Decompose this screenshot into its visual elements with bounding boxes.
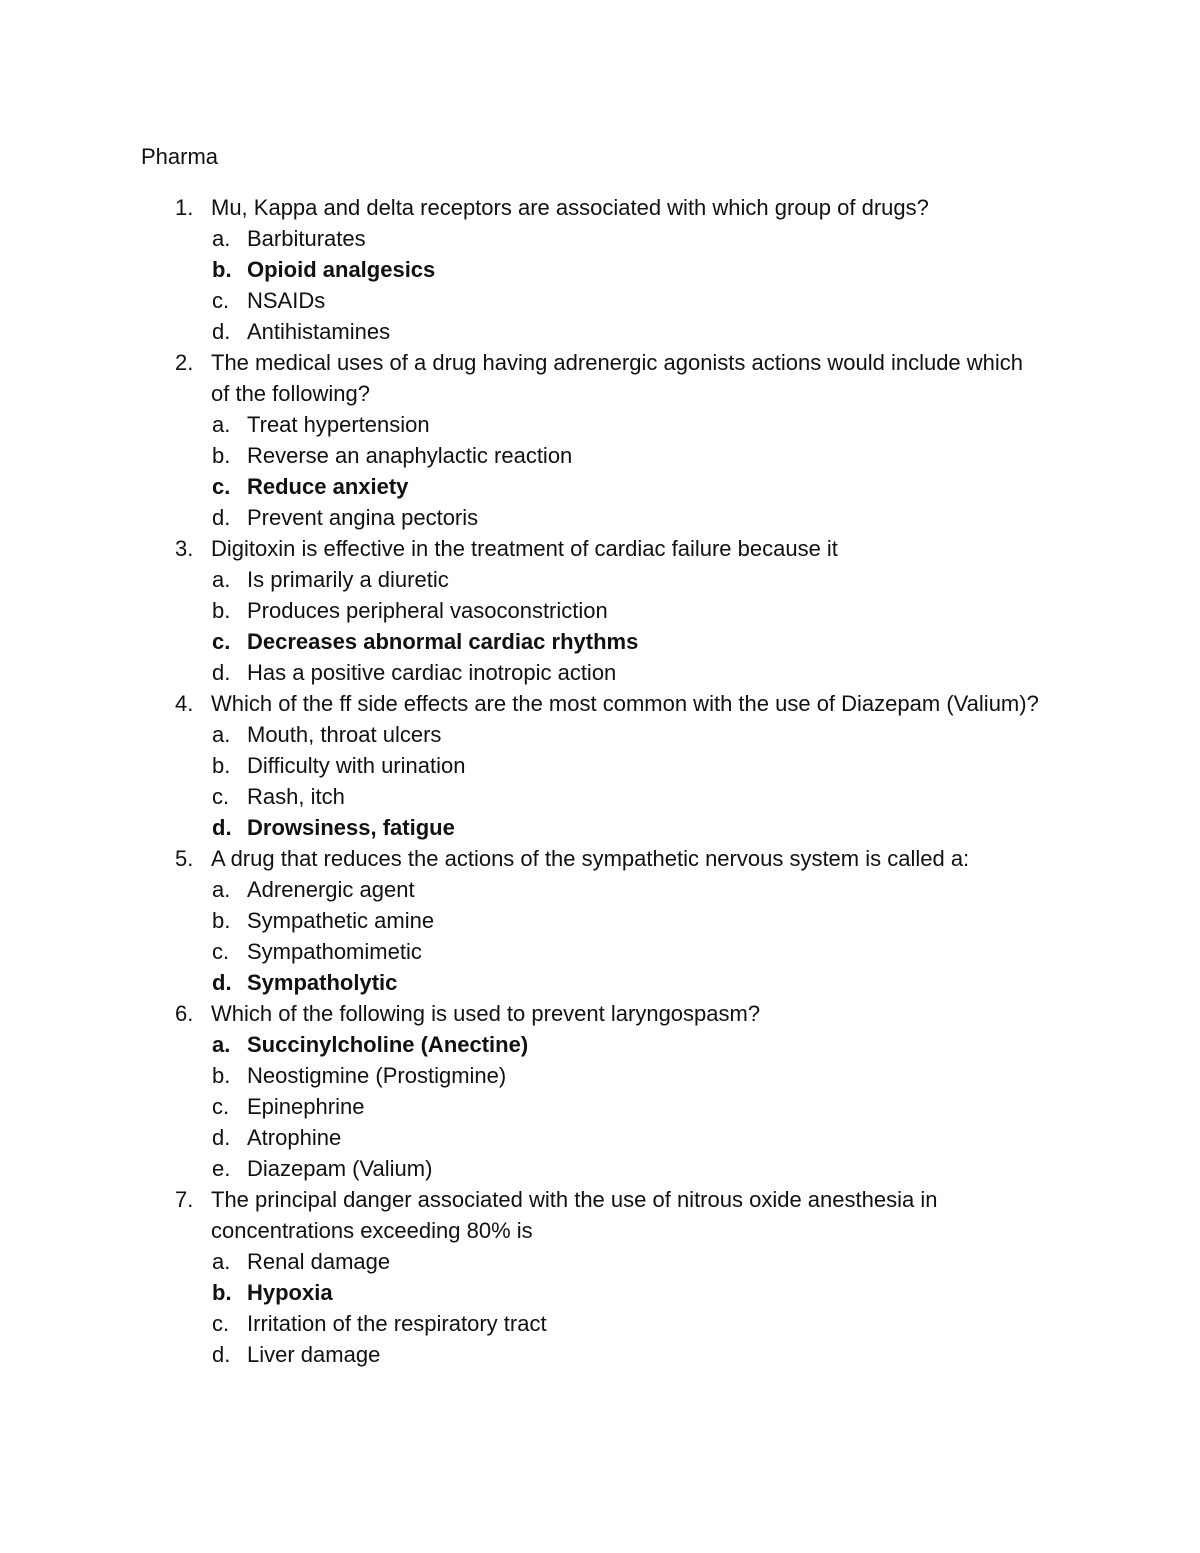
option-text: Neostigmine (Prostigmine) bbox=[247, 1063, 507, 1088]
option-text: NSAIDs bbox=[247, 288, 326, 313]
answer-option bbox=[0, 440, 1200, 471]
option-text: Reverse an anaphylactic reaction bbox=[247, 443, 573, 468]
question-number: 6. bbox=[175, 1001, 194, 1026]
option-letter: d. bbox=[212, 815, 232, 840]
option-text: Opioid analgesics bbox=[247, 257, 436, 282]
option-letter: b. bbox=[212, 443, 231, 468]
question-list bbox=[0, 192, 1200, 1370]
question-4 bbox=[0, 688, 1200, 843]
answer-option bbox=[0, 564, 1200, 595]
question-stem bbox=[0, 688, 1200, 719]
answer-options bbox=[0, 1246, 1200, 1370]
question-text: The principal danger associated with the use of nitrous oxide anesthesia in concentrations exceeding 80% is bbox=[211, 1187, 938, 1243]
option-text: Liver damage bbox=[247, 1342, 381, 1367]
option-letter: a. bbox=[212, 877, 231, 902]
question-number: 4. bbox=[175, 691, 194, 716]
option-text: Prevent angina pectoris bbox=[247, 505, 479, 530]
option-letter: e. bbox=[212, 1156, 231, 1181]
option-letter: a. bbox=[212, 722, 231, 747]
option-letter: c. bbox=[212, 784, 230, 809]
option-letter: d. bbox=[212, 505, 231, 530]
option-text: Rash, itch bbox=[247, 784, 345, 809]
option-text: Decreases abnormal cardiac rhythms bbox=[247, 629, 639, 654]
option-letter: c. bbox=[212, 288, 230, 313]
option-text: Hypoxia bbox=[247, 1280, 333, 1305]
answer-option bbox=[0, 595, 1200, 626]
option-letter: a. bbox=[212, 1249, 231, 1274]
option-letter: b. bbox=[212, 257, 232, 282]
option-letter: c. bbox=[212, 629, 231, 654]
question-text: Which of the following is used to prevent laryngospasm? bbox=[211, 1001, 761, 1026]
question-stem bbox=[0, 998, 1200, 1029]
option-letter: a. bbox=[212, 412, 231, 437]
option-text: Diazepam (Valium) bbox=[247, 1156, 433, 1181]
answer-option bbox=[0, 781, 1200, 812]
option-text: Is primarily a diuretic bbox=[247, 567, 449, 592]
question-text: A drug that reduces the actions of the sympathetic nervous system is called a: bbox=[211, 846, 970, 871]
answer-option bbox=[0, 1122, 1200, 1153]
answer-option bbox=[0, 750, 1200, 781]
option-letter: d. bbox=[212, 660, 231, 685]
question-stem bbox=[0, 843, 1200, 874]
option-letter: a. bbox=[212, 567, 231, 592]
option-letter: b. bbox=[212, 598, 231, 623]
question-text: Digitoxin is effective in the treatment of cardiac failure because it bbox=[211, 536, 838, 561]
option-text: Sympathetic amine bbox=[247, 908, 435, 933]
option-text: Antihistamines bbox=[247, 319, 391, 344]
option-text: Reduce anxiety bbox=[247, 474, 409, 499]
option-text: Mouth, throat ulcers bbox=[247, 722, 442, 747]
answer-option-correct bbox=[0, 812, 1200, 843]
answer-options bbox=[0, 874, 1200, 998]
answer-option-correct bbox=[0, 626, 1200, 657]
question-stem bbox=[0, 1184, 1200, 1246]
answer-options bbox=[0, 719, 1200, 843]
answer-options bbox=[0, 564, 1200, 688]
question-3 bbox=[0, 533, 1200, 688]
option-letter: a. bbox=[212, 226, 231, 251]
answer-option bbox=[0, 316, 1200, 347]
answer-option-correct bbox=[0, 1029, 1200, 1060]
option-text: Epinephrine bbox=[247, 1094, 365, 1119]
question-text: Mu, Kappa and delta receptors are associated with which group of drugs? bbox=[211, 195, 929, 220]
option-letter: b. bbox=[212, 1063, 231, 1088]
option-letter: c. bbox=[212, 474, 231, 499]
answer-option bbox=[0, 719, 1200, 750]
question-stem bbox=[0, 533, 1200, 564]
question-7 bbox=[0, 1184, 1200, 1370]
option-text: Renal damage bbox=[247, 1249, 391, 1274]
answer-option bbox=[0, 502, 1200, 533]
question-text: The medical uses of a drug having adrenergic agonists actions would include which of the following? bbox=[211, 350, 1024, 406]
option-letter: d. bbox=[212, 319, 231, 344]
question-number: 7. bbox=[175, 1187, 194, 1212]
option-letter: b. bbox=[212, 908, 231, 933]
question-6 bbox=[0, 998, 1200, 1184]
answer-option bbox=[0, 1246, 1200, 1277]
question-number: 1. bbox=[175, 195, 194, 220]
option-letter: d. bbox=[212, 970, 232, 995]
option-text: Treat hypertension bbox=[247, 412, 430, 437]
answer-option-correct bbox=[0, 254, 1200, 285]
answer-option bbox=[0, 223, 1200, 254]
question-number: 2. bbox=[175, 350, 194, 375]
question-number: 5. bbox=[175, 846, 194, 871]
option-text: Drowsiness, fatigue bbox=[247, 815, 455, 840]
answer-option bbox=[0, 1339, 1200, 1370]
option-text: Barbiturates bbox=[247, 226, 366, 251]
question-stem bbox=[0, 192, 1200, 223]
option-letter: b. bbox=[212, 753, 231, 778]
answer-option bbox=[0, 1308, 1200, 1339]
answer-option bbox=[0, 285, 1200, 316]
option-letter: c. bbox=[212, 939, 230, 964]
question-5 bbox=[0, 843, 1200, 998]
answer-options bbox=[0, 409, 1200, 533]
question-number: 3. bbox=[175, 536, 194, 561]
question-1 bbox=[0, 192, 1200, 347]
answer-options bbox=[0, 1029, 1200, 1184]
answer-option bbox=[0, 936, 1200, 967]
answer-option bbox=[0, 1091, 1200, 1122]
answer-option bbox=[0, 874, 1200, 905]
answer-options bbox=[0, 223, 1200, 347]
answer-option bbox=[0, 409, 1200, 440]
option-text: Adrenergic agent bbox=[247, 877, 415, 902]
option-text: Atrophine bbox=[247, 1125, 342, 1150]
option-letter: c. bbox=[212, 1094, 230, 1119]
answer-option-correct bbox=[0, 1277, 1200, 1308]
answer-option bbox=[0, 1060, 1200, 1091]
option-text: Sympathomimetic bbox=[247, 939, 422, 964]
option-letter: d. bbox=[212, 1125, 231, 1150]
question-2 bbox=[0, 347, 1200, 533]
answer-option bbox=[0, 1153, 1200, 1184]
question-text: Which of the ff side effects are the most common with the use of Diazepam (Valium)? bbox=[211, 691, 1039, 716]
option-text: Difficulty with urination bbox=[247, 753, 466, 778]
option-text: Irritation of the respiratory tract bbox=[247, 1311, 547, 1336]
question-stem bbox=[0, 347, 1200, 409]
option-letter: d. bbox=[212, 1342, 231, 1367]
option-text: Sympatholytic bbox=[247, 970, 398, 995]
option-letter: a. bbox=[212, 1032, 231, 1057]
option-text: Succinylcholine (Anectine) bbox=[247, 1032, 529, 1057]
answer-option-correct bbox=[0, 967, 1200, 998]
option-text: Produces peripheral vasoconstriction bbox=[247, 598, 608, 623]
option-text: Has a positive cardiac inotropic action bbox=[247, 660, 617, 685]
answer-option-correct bbox=[0, 471, 1200, 502]
document-title: Pharma bbox=[141, 144, 219, 169]
option-letter: b. bbox=[212, 1280, 232, 1305]
option-letter: c. bbox=[212, 1311, 230, 1336]
answer-option bbox=[0, 657, 1200, 688]
answer-option bbox=[0, 905, 1200, 936]
